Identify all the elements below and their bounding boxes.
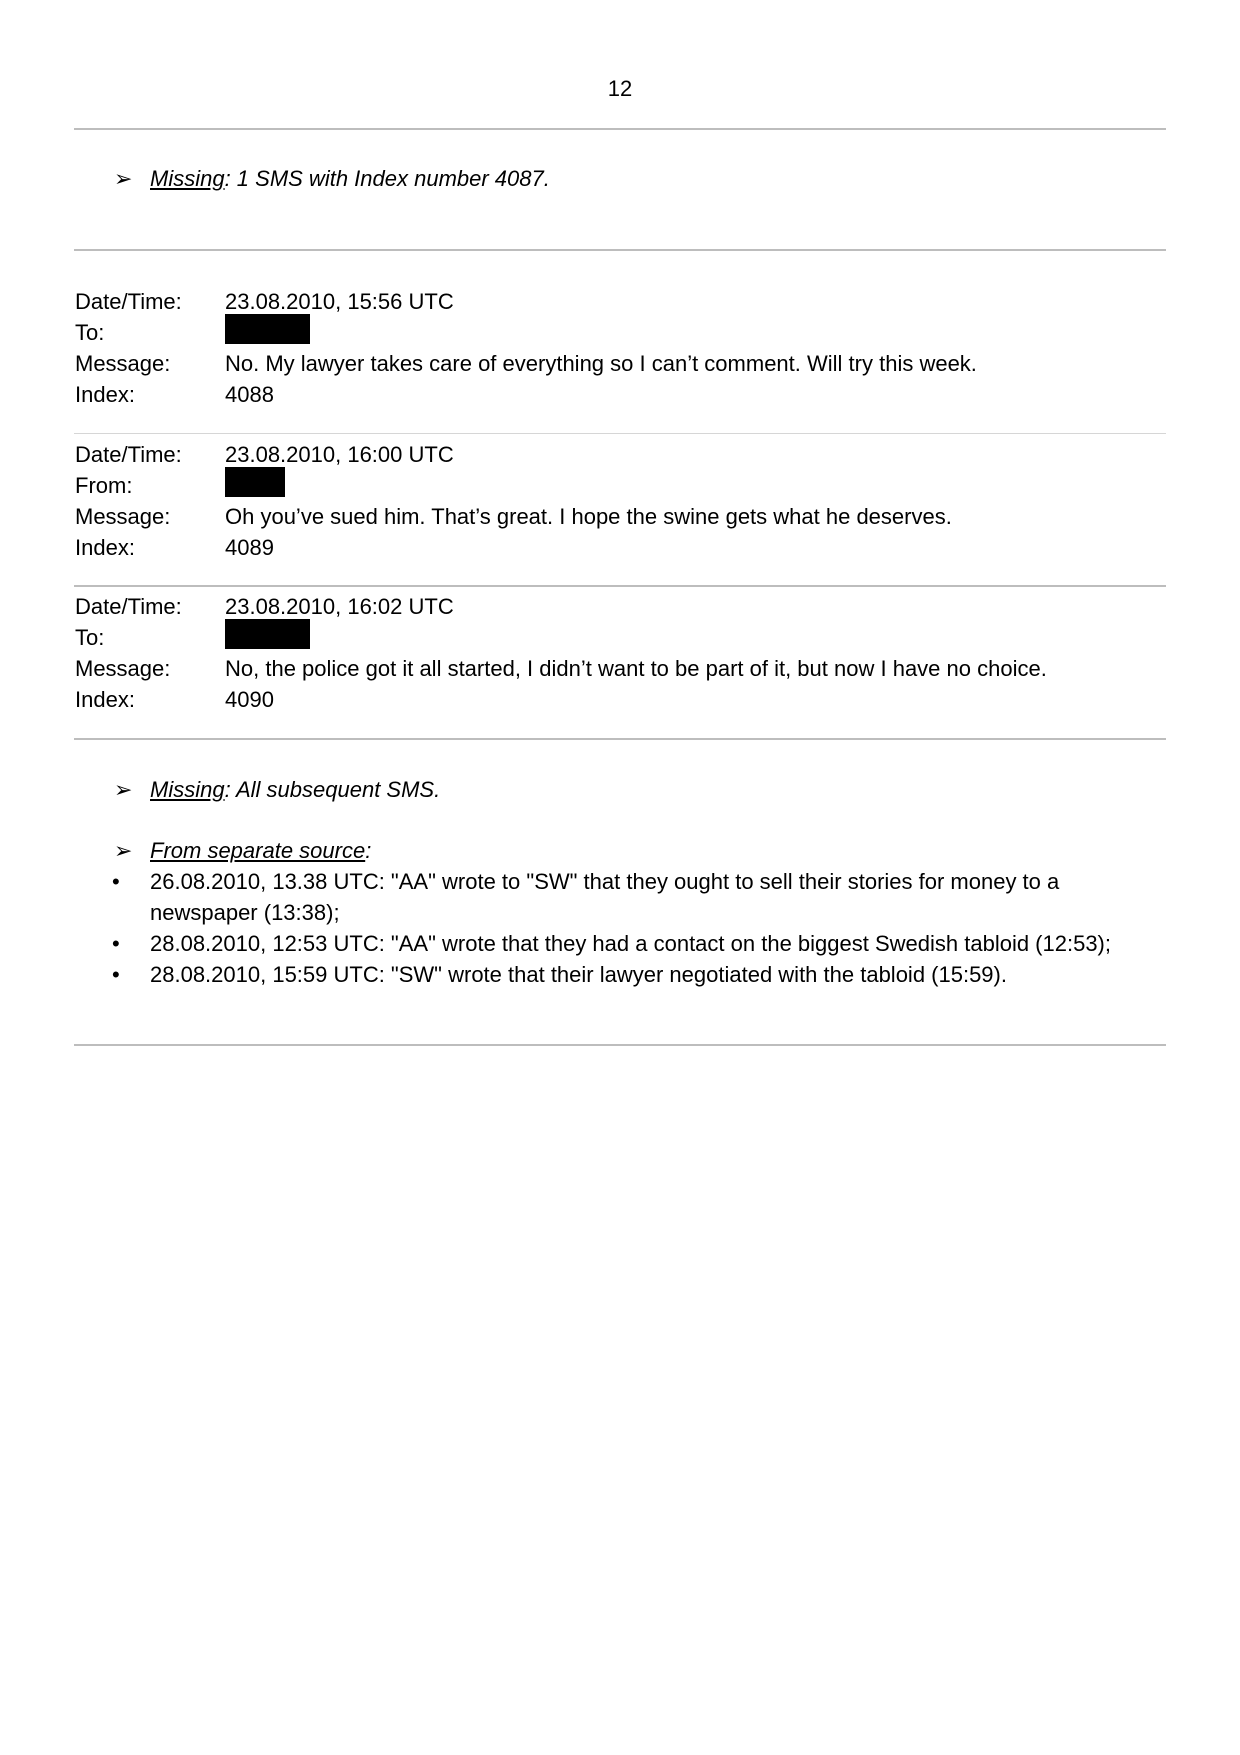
redaction-box (225, 314, 310, 344)
list-item: • 28.08.2010, 12:53 UTC: "AA" wrote that they had a contact on the biggest Swedish tabloid (12:53); (110, 928, 1170, 959)
missing-text: : 1 SMS with Index number 4087. (224, 166, 550, 191)
page-number: 12 (607, 76, 633, 101)
divider (74, 1044, 1166, 1046)
message-label: Message: (75, 504, 171, 529)
divider (74, 128, 1166, 130)
arrow-bullet-icon: ➢ (114, 777, 133, 802)
list-item: • 28.08.2010, 15:59 UTC: "SW" wrote that their lawyer negotiated with the tabloid (15:59). (110, 959, 1170, 990)
separate-source-colon: : (365, 838, 372, 863)
sms-entry (75, 286, 1165, 410)
message-value: No, the police got it all started, I didn’t want to be part of it, but now I have no choice. (225, 656, 1047, 681)
party-label: From: (75, 473, 133, 498)
bullet-dot-icon: • (112, 962, 120, 987)
date-value: 23.08.2010, 16:00 UTC (225, 442, 454, 467)
date-value: 23.08.2010, 15:56 UTC (225, 289, 454, 314)
index-value: 4089 (225, 535, 274, 560)
redaction-box (225, 619, 310, 649)
party-label: To: (75, 625, 105, 650)
index-label: Index: (75, 687, 135, 712)
date-label: Date/Time: (75, 594, 182, 619)
arrow-bullet-icon: ➢ (114, 838, 133, 863)
date-label: Date/Time: (75, 442, 182, 467)
message-label: Message: (75, 656, 171, 681)
party-label: To: (75, 320, 105, 345)
missing-label: Missing (150, 166, 225, 191)
list-item: • 26.08.2010, 13.38 UTC: "AA" wrote to "SW" that they ought to sell their stories for money to a newspaper (13:38); (110, 866, 1170, 928)
message-value: Oh you’ve sued him. That’s great. I hope the swine gets what he deserves. (225, 504, 952, 529)
index-label: Index: (75, 535, 135, 560)
sms-entry (75, 439, 1165, 563)
sms-entry (75, 591, 1165, 715)
index-value: 4088 (225, 382, 274, 407)
index-value: 4090 (225, 687, 274, 712)
redaction-box (225, 467, 285, 497)
missing-note (114, 777, 440, 803)
message-value: No. My lawyer takes care of everything so I can’t comment. Will try this week. (225, 351, 977, 376)
separate-source-heading (114, 838, 371, 864)
divider (74, 585, 1166, 587)
divider (74, 249, 1166, 251)
divider (74, 738, 1166, 740)
divider (74, 433, 1166, 434)
missing-note (114, 166, 550, 192)
date-label: Date/Time: (75, 289, 182, 314)
message-label: Message: (75, 351, 171, 376)
source-bullet-list (110, 866, 1170, 990)
separate-source-label: From separate source (150, 838, 366, 863)
arrow-bullet-icon: ➢ (114, 166, 133, 191)
date-value: 23.08.2010, 16:02 UTC (225, 594, 454, 619)
missing-label: Missing (150, 777, 225, 802)
bullet-dot-icon: • (112, 931, 120, 956)
missing-text: : All subsequent SMS. (224, 777, 441, 802)
bullet-dot-icon: • (112, 869, 120, 894)
index-label: Index: (75, 382, 135, 407)
